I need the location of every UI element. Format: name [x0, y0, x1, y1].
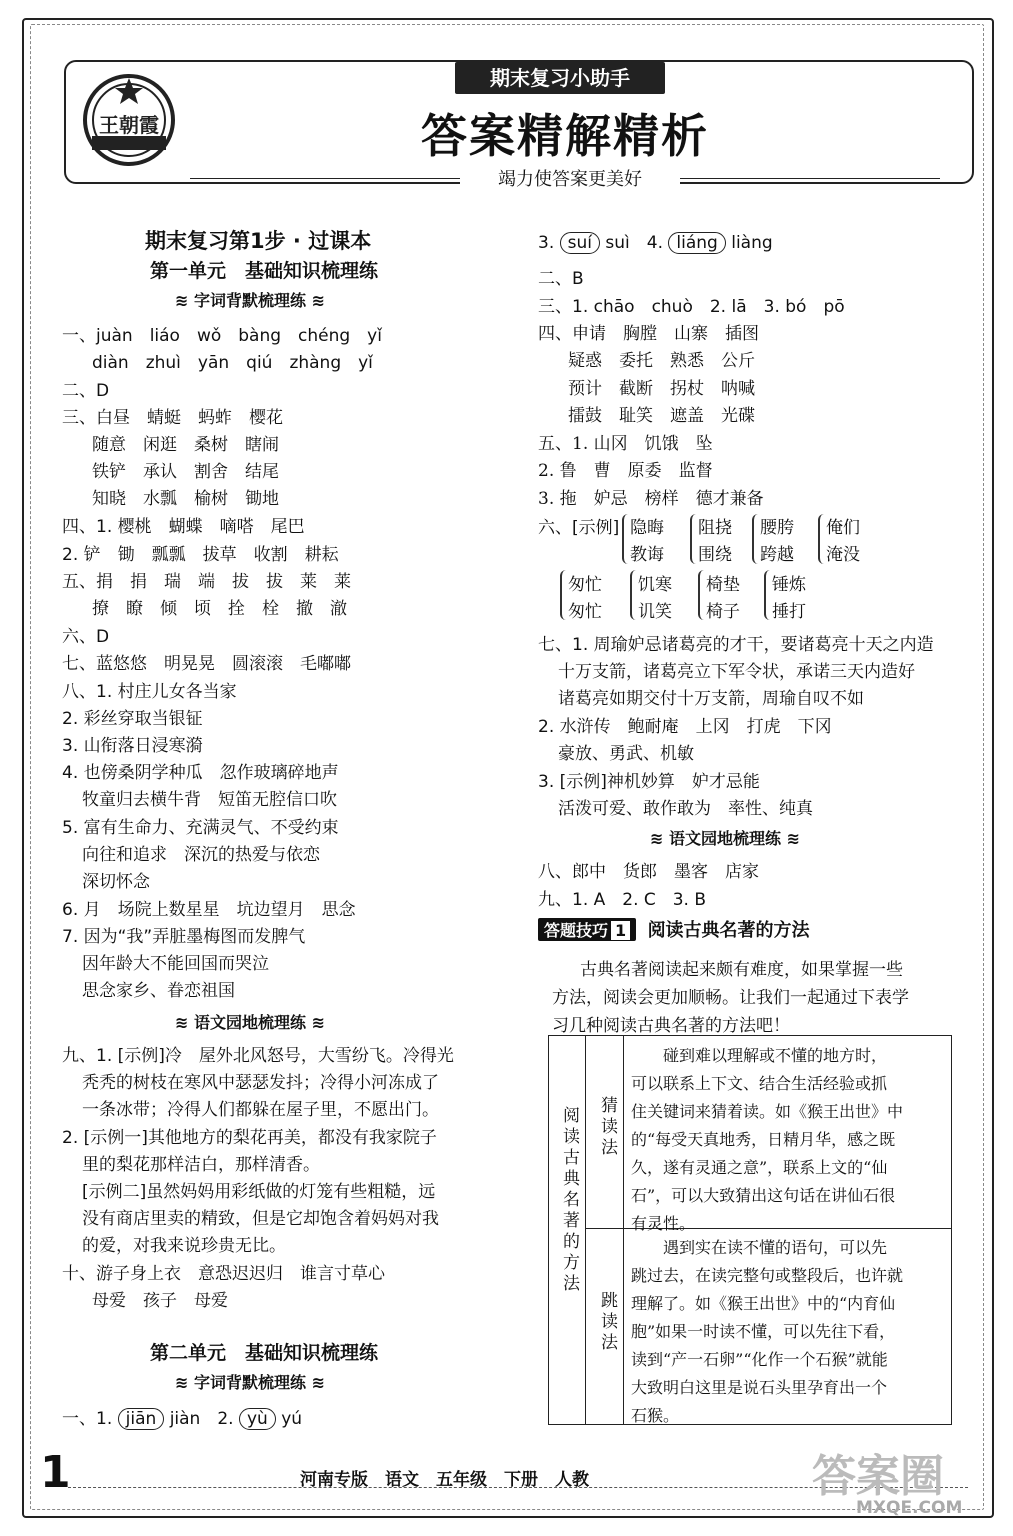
word-pair-item: 匆忙	[568, 575, 602, 595]
tip-badge: 答题技巧 1	[538, 918, 636, 941]
method-name: 跳读法	[597, 1291, 617, 1354]
answer-line: 2. 水浒传 鲍耐庵 上冈 打虎 下冈	[538, 717, 832, 737]
page-number: 1	[40, 1447, 71, 1498]
answer-line: 3. 拖 妒忌 榜样 德才兼备	[538, 489, 764, 509]
answer-line: 七、蓝悠悠 明晃晃 圆滚滚 毛嘟嘟	[62, 654, 351, 674]
answer-line: 7. 因为“我”弄脏墨梅图而发脾气	[62, 927, 306, 947]
table-divider	[585, 1036, 586, 1424]
answer-line: 思念家乡、眷恋祖国	[82, 981, 235, 1001]
brace	[698, 570, 706, 620]
answer-line: 九、1. [示例]冷 屋外北风怒号，大雪纷飞。冷得光	[62, 1046, 454, 1066]
answer-line: 随意 闲逛 桑树 瞎闹	[92, 435, 279, 455]
answer-line: 一条冰带；冷得人们都躲在屋子里，不愿出门。	[82, 1100, 439, 1120]
answer-text: suì 4.	[605, 233, 663, 253]
answer-line: 十万支箭，诸葛亮立下军令状，承诺三天内造好	[558, 662, 915, 682]
word-pair-item: 匆忙	[568, 602, 602, 622]
word-pair-item: 隐晦	[630, 518, 664, 538]
brace	[752, 514, 760, 564]
word-pair-item: 淹没	[826, 545, 860, 565]
method-description: 遇到实在读不懂的语句，可以先 跳过去，在读完整句或整段后，也许就 理解了。如《猴王出世》中的“内育仙 胞”如果一时读不懂，可以先往下看， 读到“产一石卵”“化作一个石猴”就能 大致明白这里是说石头里孕育出一个 石猴。	[631, 1238, 904, 1425]
answer-line: 4. 也傍桑阴学种瓜 忽作玻璃碎地声	[62, 763, 339, 783]
answer-line: 预计 截断 拐杖 呐喊	[568, 379, 755, 399]
answer-line: 六、D	[62, 627, 110, 647]
answer-line: 2. 彩丝穿取当银钲	[62, 709, 203, 729]
tip-paragraph: 方法，阅读会更加顺畅。让我们一起通过下表学	[552, 988, 909, 1008]
answer-line: 活泼可爱、敢作敢为 率性、纯真	[558, 799, 813, 819]
answer-line: 三、白昼 蜻蜓 蚂蚱 樱花	[62, 408, 283, 428]
answer-line: [示例二]虽然妈妈用彩纸做的灯笼有些粗糙，远	[82, 1182, 436, 1202]
word-pair-item: 椅垫	[706, 575, 740, 595]
answer-line: 5. 富有生命力、充满灵气、不受约束	[62, 818, 339, 838]
method-name: 猜读法	[597, 1096, 617, 1159]
circled-answer: suí	[560, 232, 600, 254]
answer-line: 诸葛亮如期交付十万支箭，周瑜自叹不如	[558, 689, 864, 709]
answer-line: 撩 瞭 倾 顷 拴 栓 撤 澈	[92, 599, 347, 619]
word-pair-item: 饥寒	[638, 575, 672, 595]
header-tag: 期末复习小助手	[455, 62, 665, 94]
subsection-heading: ≋ 字词背默梳理练 ≋	[175, 1373, 325, 1392]
answer-line: 3. 山衔落日浸寒漪	[62, 736, 203, 756]
answer-line: 母爱 孩子 母爱	[92, 1291, 228, 1311]
word-pair-item: 椅子	[706, 602, 740, 622]
word-pair-item: 阻挠	[698, 518, 732, 538]
answer-line: 七、1. 周瑜妒忌诸葛亮的才干，要诸葛亮十天之内造	[538, 635, 934, 655]
tip-paragraph: 古典名著阅读起来颇有难度，如果掌握一些	[580, 960, 903, 980]
answer-line: diàn zhuì yān qiú zhàng yǐ	[92, 353, 373, 373]
answer-line: 六、[示例]	[538, 518, 620, 538]
answer-line: 擂鼓 耻笑 遮盖 光碟	[568, 406, 755, 426]
circled-answer: jiān	[118, 1408, 165, 1430]
answer-line: 牧童归去横牛背 短笛无腔信口吹	[82, 790, 337, 810]
subsection-heading: ≋ 字词背默梳理练 ≋	[175, 291, 325, 310]
word-pair-item: 教诲	[630, 545, 664, 565]
watermark-logo: 答案圈	[812, 1451, 944, 1502]
answer-line: 五、1. 山冈 饥饿 坠	[538, 434, 713, 454]
word-pair-item: 俺们	[826, 518, 860, 538]
method-description: 碰到难以理解或不懂的地方时， 可以联系上下文、结合生活经验或抓 住关键词来猜着读。如《猴王出世》中 的“每受天真地秀，日精月华，感之既 久，遂有灵通之意”，联系上文的“仙 石”，可以大致猜出这句话在讲仙石很 有灵性。	[631, 1046, 904, 1233]
answer-line: 二、D	[62, 381, 110, 401]
brace	[622, 514, 630, 564]
edition-info: 河南专版 语文 五年级 下册 人教	[300, 1470, 589, 1490]
circled-answer: liáng	[668, 232, 725, 254]
section-heading: 期末复习第1步 · 过课本	[145, 229, 372, 253]
answer-line: 的爱，对我来说珍贵无比。	[82, 1236, 286, 1256]
answer-line: 四、申请 胸膛 山寨 插图	[538, 324, 759, 344]
answer-line: 八、郎中 货郎 墨客 店家	[538, 862, 759, 882]
page-subtitle: 竭力使答案更美好	[460, 165, 680, 191]
brace	[690, 514, 698, 564]
word-pair-item: 跨越	[760, 545, 794, 565]
answer-line: 一、juàn liáo wǒ bàng chéng yǐ	[62, 326, 382, 346]
tip-number: 1	[611, 921, 630, 940]
subsection-heading: ≋ 语文园地梳理练 ≋	[175, 1013, 325, 1032]
word-pair-item: 捶打	[772, 602, 806, 622]
method-table	[548, 1035, 952, 1425]
brace	[818, 514, 826, 564]
answer-line: 二、B	[538, 269, 584, 289]
svg-text:王朝霞: 王朝霞	[99, 113, 159, 137]
table-divider	[623, 1036, 624, 1424]
answer-text: liàng	[731, 233, 773, 253]
answer-line: 向往和追求 深沉的热爱与依恋	[82, 845, 320, 865]
unit-heading: 第一单元 基础知识梳理练	[150, 260, 379, 282]
answer-line: 知晓 水瓢 榆树 锄地	[92, 489, 279, 509]
brace	[630, 570, 638, 620]
answer-line: 三、1. chāo chuò 2. lā 3. bó pō	[538, 297, 845, 317]
brace	[560, 570, 568, 620]
answer-number: 一、1.	[62, 1409, 113, 1429]
answer-line: 2. [示例一]其他地方的梨花再美，都没有我家院子	[62, 1128, 437, 1148]
answer-line: 2. 鲁 曹 原委 监督	[538, 461, 713, 481]
subtitle-rule-right	[680, 178, 940, 179]
answer-line: 铁铲 承认 割舍 结尾	[92, 462, 279, 482]
answer-line	[538, 228, 773, 254]
tip-paragraph: 习几种阅读古典名著的方法吧！	[552, 1016, 790, 1036]
answer-line: 没有商店里卖的精致，但是它却饱含着妈妈对我	[82, 1209, 439, 1229]
answer-line: 四、1. 樱桃 蝴蝶 嘀嗒 尾巴	[62, 517, 305, 537]
word-pair-item: 腰胯	[760, 518, 794, 538]
answer-line: 十、游子身上衣 意恐迟迟归 谁言寸草心	[62, 1264, 385, 1284]
publisher-logo	[70, 70, 188, 170]
word-pair-item: 锤炼	[772, 575, 806, 595]
answer-line: 疑惑 委托 熟悉 公斤	[568, 351, 755, 371]
answer-line: 豪放、勇武、机敏	[558, 744, 694, 764]
answer-line: 秃秃的树枝在寒风中瑟瑟发抖；冷得小河冻成了	[82, 1073, 439, 1093]
word-pair-item: 讥笑	[638, 602, 672, 622]
unit-heading: 第二单元 基础知识梳理练	[150, 1342, 379, 1364]
brace	[764, 570, 772, 620]
answer-line: 因年龄大不能回国而哭泣	[82, 954, 269, 974]
answer-line: 2. 铲 锄 瓢瓢 拔草 收割 耕耘	[62, 545, 339, 565]
answer-line: 3. [示例]神机妙算 妒才忌能	[538, 772, 760, 792]
answer-line: 深切怀念	[82, 872, 150, 892]
circled-answer: yù	[239, 1408, 276, 1430]
tip-header	[538, 916, 810, 942]
answer-line: 五、捐 捐 瑞 端 拔 拔 莱 莱	[62, 572, 351, 592]
answer-number: 3.	[538, 233, 555, 253]
answer-line: 九、1. A 2. C 3. B	[538, 890, 707, 910]
tip-title: 阅读古典名著的方法	[647, 920, 810, 941]
page-title: 答案精解精析	[421, 109, 709, 163]
answer-text: jiàn 2.	[169, 1409, 234, 1429]
answer-text: yú	[281, 1409, 303, 1429]
answer-line	[62, 1404, 302, 1430]
watermark-url: MXQE.COM	[856, 1498, 963, 1518]
subtitle-rule-left	[190, 178, 460, 179]
answer-line: 里的梨花那样洁白，那样清香。	[82, 1155, 320, 1175]
answer-line: 八、1. 村庄儿女各当家	[62, 682, 237, 702]
word-pair-item: 围绕	[698, 545, 732, 565]
subsection-heading: ≋ 语文园地梳理练 ≋	[650, 829, 800, 848]
answer-line: 6. 月 场院上数星星 坑边望月 思念	[62, 900, 356, 920]
table-side-label: 阅读古典名著的方法	[559, 1106, 579, 1295]
